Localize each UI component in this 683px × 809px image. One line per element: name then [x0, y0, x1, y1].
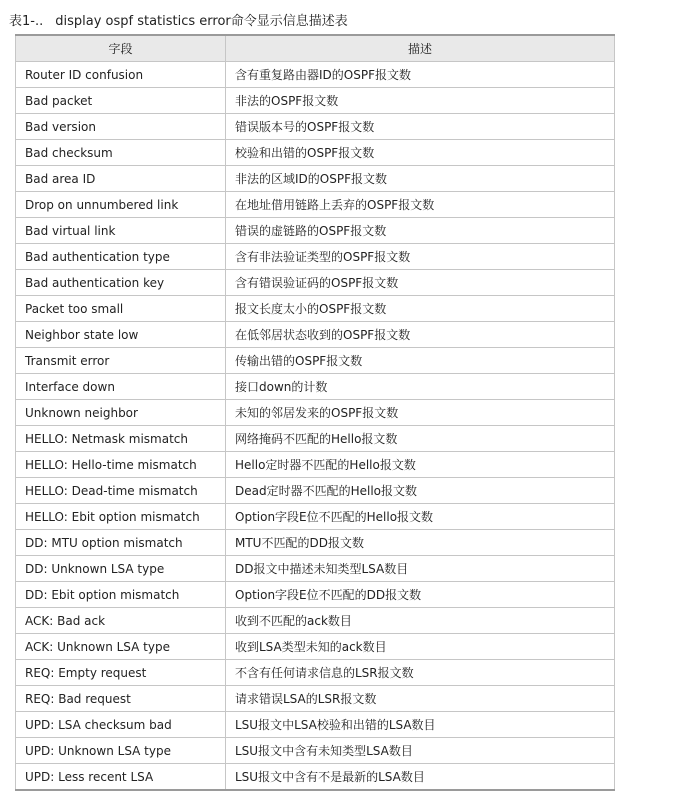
description-cell: 非法的OSPF报文数 [226, 88, 615, 114]
caption-number: .. [34, 14, 44, 29]
table-row [16, 634, 615, 660]
table-row [16, 322, 615, 348]
description-cell: 在低邻居状态收到的OSPF报文数 [226, 322, 615, 348]
field-cell: Packet too small [16, 296, 226, 322]
table-row [16, 218, 615, 244]
table-row [16, 686, 615, 712]
description-cell: 在地址借用链路上丢弃的OSPF报文数 [226, 192, 615, 218]
description-cell: 网络掩码不匹配的Hello报文数 [226, 426, 615, 452]
description-cell: 不含有任何请求信息的LSR报文数 [226, 660, 615, 686]
table-row [16, 400, 615, 426]
field-cell: UPD: Unknown LSA type [16, 738, 226, 764]
description-cell: MTU不匹配的DD报文数 [226, 530, 615, 556]
field-cell: Bad packet [16, 88, 226, 114]
description-cell: 传输出错的OSPF报文数 [226, 348, 615, 374]
description-cell: 校验和出错的OSPF报文数 [226, 140, 615, 166]
field-cell: REQ: Bad request [16, 686, 226, 712]
table-row [16, 530, 615, 556]
table-row [16, 582, 615, 608]
description-cell: 含有非法验证类型的OSPF报文数 [226, 244, 615, 270]
description-cell: LSU报文中LSA校验和出错的LSA数目 [226, 712, 615, 738]
description-cell: 未知的邻居发来的OSPF报文数 [226, 400, 615, 426]
field-cell: DD: Unknown LSA type [16, 556, 226, 582]
field-cell: UPD: Less recent LSA [16, 764, 226, 791]
table-row [16, 478, 615, 504]
description-cell: 错误版本号的OSPF报文数 [226, 114, 615, 140]
description-cell: 接口down的计数 [226, 374, 615, 400]
description-cell: Hello定时器不匹配的Hello报文数 [226, 452, 615, 478]
description-cell: 错误的虚链路的OSPF报文数 [226, 218, 615, 244]
table-row [16, 270, 615, 296]
table-row [16, 556, 615, 582]
description-cell: 请求错误LSA的LSR报文数 [226, 686, 615, 712]
description-cell: 含有重复路由器ID的OSPF报文数 [226, 62, 615, 88]
statistics-error-table [15, 34, 615, 791]
field-cell: Neighbor state low [16, 322, 226, 348]
table-row [16, 504, 615, 530]
description-cell: Dead定时器不匹配的Hello报文数 [226, 478, 615, 504]
table-row [16, 114, 615, 140]
table-header-row [16, 35, 615, 62]
header-description: 描述 [226, 35, 615, 62]
field-cell: ACK: Unknown LSA type [16, 634, 226, 660]
field-cell: Bad checksum [16, 140, 226, 166]
field-cell: Transmit error [16, 348, 226, 374]
field-cell: Bad version [16, 114, 226, 140]
table-row [16, 88, 615, 114]
field-cell: Router ID confusion [16, 62, 226, 88]
table-row [16, 166, 615, 192]
table-row [16, 764, 615, 791]
field-cell: UPD: LSA checksum bad [16, 712, 226, 738]
description-cell: 含有错误验证码的OSPF报文数 [226, 270, 615, 296]
table-row [16, 426, 615, 452]
field-cell: Bad authentication type [16, 244, 226, 270]
table-row [16, 140, 615, 166]
field-cell: Unknown neighbor [16, 400, 226, 426]
field-cell: Drop on unnumbered link [16, 192, 226, 218]
table-row [16, 452, 615, 478]
table-row [16, 62, 615, 88]
table-caption [9, 10, 348, 29]
description-cell: Option字段E位不匹配的DD报文数 [226, 582, 615, 608]
table-row [16, 348, 615, 374]
field-cell: Interface down [16, 374, 226, 400]
field-cell: HELLO: Ebit option mismatch [16, 504, 226, 530]
description-cell: 报文长度太小的OSPF报文数 [226, 296, 615, 322]
header-field: 字段 [16, 35, 226, 62]
field-cell: Bad authentication key [16, 270, 226, 296]
description-cell: LSU报文中含有未知类型LSA数目 [226, 738, 615, 764]
description-cell: Option字段E位不匹配的Hello报文数 [226, 504, 615, 530]
description-cell: 收到不匹配的ack数目 [226, 608, 615, 634]
field-cell: HELLO: Hello-time mismatch [16, 452, 226, 478]
table-row [16, 712, 615, 738]
field-cell: DD: MTU option mismatch [16, 530, 226, 556]
table-row [16, 296, 615, 322]
table-row [16, 738, 615, 764]
caption-title: display ospf statistics error命令显示信息描述表 [55, 14, 348, 29]
description-cell: LSU报文中含有不是最新的LSA数目 [226, 764, 615, 791]
table-row [16, 244, 615, 270]
field-cell: HELLO: Netmask mismatch [16, 426, 226, 452]
field-cell: REQ: Empty request [16, 660, 226, 686]
caption-prefix: 表1- [9, 14, 35, 29]
table-row [16, 608, 615, 634]
table-row [16, 660, 615, 686]
field-cell: Bad virtual link [16, 218, 226, 244]
field-cell: ACK: Bad ack [16, 608, 226, 634]
field-cell: DD: Ebit option mismatch [16, 582, 226, 608]
table-row [16, 192, 615, 218]
description-cell: 非法的区域ID的OSPF报文数 [226, 166, 615, 192]
field-cell: Bad area ID [16, 166, 226, 192]
description-cell: DD报文中描述未知类型LSA数目 [226, 556, 615, 582]
field-cell: HELLO: Dead-time mismatch [16, 478, 226, 504]
description-cell: 收到LSA类型未知的ack数目 [226, 634, 615, 660]
table-row [16, 374, 615, 400]
